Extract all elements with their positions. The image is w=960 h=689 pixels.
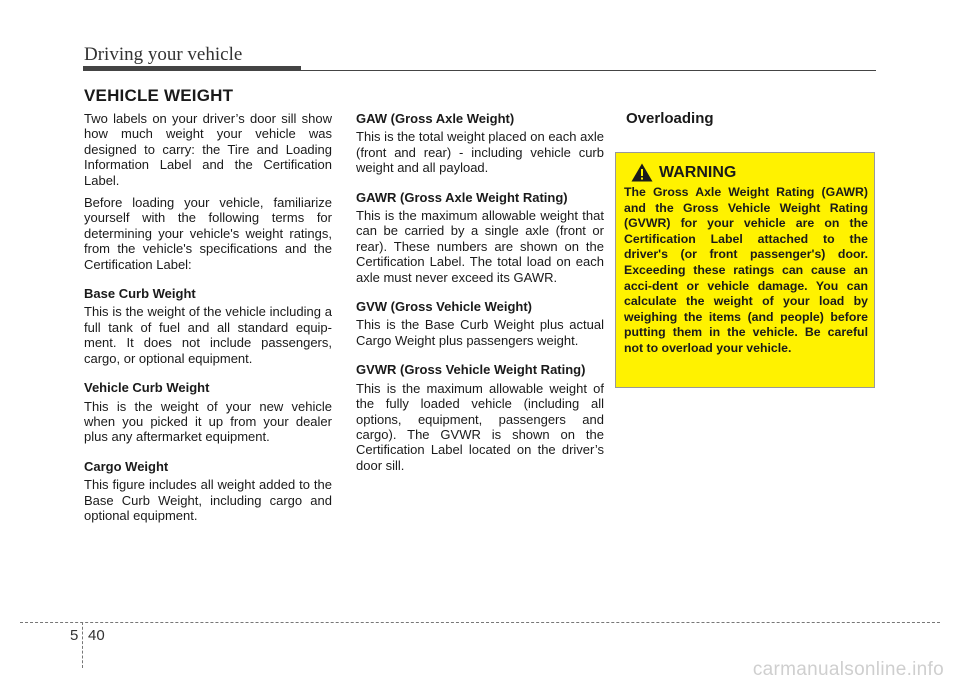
- section-title: VEHICLE WEIGHT: [84, 86, 234, 105]
- vehicle-curb-weight-text: This is the weight of your new vehicle when you picked it up from your dealer plus any aftermarket equipment.: [84, 398, 332, 445]
- cargo-weight-text: This figure includes all weight added to the Base Curb Weight, including cargo and optional equipment.: [84, 477, 332, 523]
- overloading-heading: Overloading: [626, 110, 714, 127]
- intro-paragraph-2: Before loading your vehicle, familiarize yourself with the following terms for determining your vehicle's weight ratings, from the vehicle's specifications and the Certification Label:: [84, 195, 332, 272]
- warning-box: [615, 152, 875, 388]
- warning-triangle-icon: [631, 163, 653, 182]
- gvw-text: This is the Base Curb Weight plus actual Cargo Weight plus passengers weight.: [356, 317, 604, 348]
- base-curb-weight-text: This is the weight of the vehicle including a full tank of fuel and all standard equip-ment. It does not include passengers, cargo, or optional equipment.: [84, 304, 332, 366]
- warning-header: [631, 163, 736, 182]
- header-rule-thick: [83, 66, 301, 71]
- base-curb-weight-heading: Base Curb Weight: [84, 286, 196, 302]
- gaw-heading: GAW (Gross Axle Weight): [356, 111, 515, 126]
- cargo-weight-heading: Cargo Weight: [84, 458, 169, 474]
- footer-chapter-number: 5: [70, 627, 79, 644]
- footer-vertical-divider: [82, 622, 83, 668]
- warning-label: WARNING: [659, 163, 737, 181]
- footer-divider: [20, 622, 940, 623]
- header-rule-thin: [301, 70, 876, 71]
- intro-paragraph-1: Two labels on your driver’s door sill show how much weight your vehicle was designed to carry: the Tire and Loading Information Label and the Certification Label.: [84, 111, 332, 188]
- gvwr-text: This is the maximum allowable weight of the fully loaded vehicle (including all options, equipment, passengers and cargo). The GVWR is shown on the Certification Label located on the driver’s door sill.: [356, 380, 604, 473]
- gawr-text: This is the maximum allowable weight that can be carried by a single axle (front or rear). These numbers are shown on the Certification Label. The total load on each axle must never exceed its GAWR.: [356, 208, 604, 285]
- gvw-heading: GVW (Gross Vehicle Weight): [356, 299, 533, 315]
- header-title: Driving your vehicle: [84, 44, 243, 65]
- gvwr-heading: GVWR (Gross Vehicle Weight Rating): [356, 362, 586, 378]
- gawr-heading: GAWR (Gross Axle Weight Rating): [356, 189, 568, 205]
- gaw-text: This is the total weight placed on each axle (front and rear) - including vehicle curb weight and all payload.: [356, 129, 604, 176]
- column-2: [356, 111, 604, 480]
- warning-text: The Gross Axle Weight Rating (GAWR) and the Gross Vehicle Weight Rating (GVWR) for your vehicle are on the Certification Label attached to the driver's (or front passenger's) door. Exceeding these ratings can cause an acci-dent or vehicle damage. You can calculate the weight of your load by weighing the items (and people) before putting them in the vehicle. Be careful not to overload your vehicle.: [624, 185, 868, 355]
- watermark: carmanualsonline.info: [752, 659, 944, 680]
- vehicle-curb-weight-heading: Vehicle Curb Weight: [84, 380, 210, 396]
- column-1: [84, 111, 332, 530]
- footer-page-number: 40: [88, 627, 105, 644]
